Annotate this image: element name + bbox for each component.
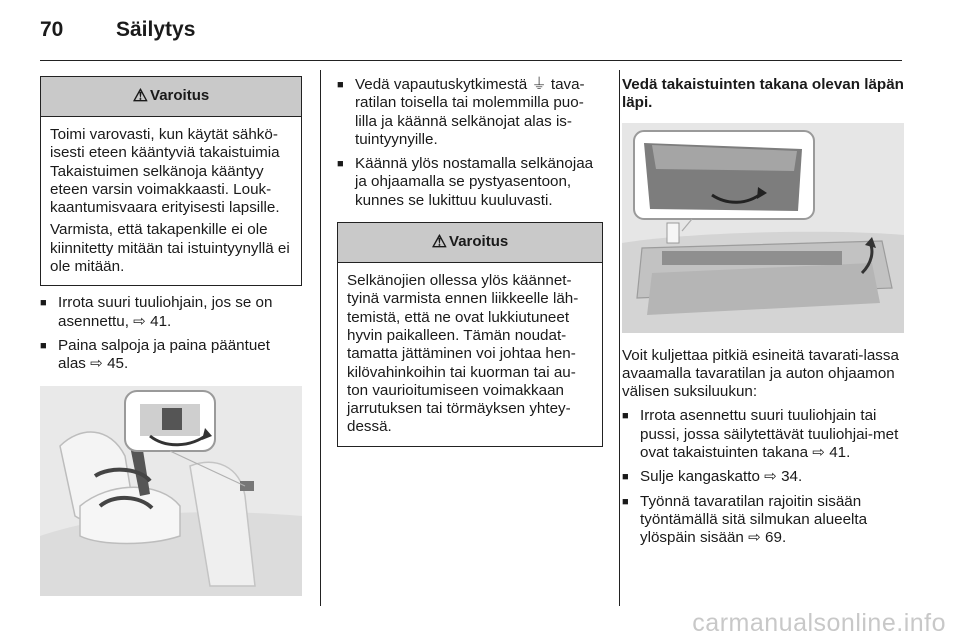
warning-paragraph: Varmista, että takapenkille ei ole kiinnitetty mitään tai istuintyynyllä ei ole mitään. [50, 221, 290, 276]
list-item [622, 407, 904, 462]
page-ref[interactable]: 69. [765, 529, 787, 547]
warning-title: Varoitus [150, 87, 210, 105]
list-item-text: Vedä vapautuskytkimestä ⏚ tava-ratilan toisella tai molemmilla puo-lilla ja käännä selkänojat alas is-tuintyynyille. [355, 76, 585, 148]
list-item-text: Käännä ylös nostamalla selkänojaa ja ohjaamalla se pystyasentoon, kunnes se lukittuu kuuluvasti. [355, 155, 594, 209]
instruction-list [337, 76, 603, 210]
body-paragraph: Voit kuljettaa pitkiä esineitä tavarati-lassa avaamalla tavaratilan ja auton ohjaamon välisen suksiluukun: [622, 346, 899, 401]
page-ref-icon: ⇨ [764, 468, 777, 486]
column-left [40, 76, 302, 596]
page-number: 70 [40, 18, 64, 41]
page-ref[interactable]: 45. [107, 355, 129, 373]
list-item-text: Työnnä tavaratilan rajoitin sisään työntämällä sitä silmukan alueelta ylöspäin sisään [640, 492, 868, 547]
warning-triangle-icon: ⚠ [132, 86, 149, 106]
warning-title: Varoitus [449, 233, 509, 251]
list-item [40, 294, 302, 331]
ski-hatch-drawing [622, 123, 904, 333]
page-ref[interactable]: 41. [829, 444, 851, 462]
watermark: carmanualsonline.info [692, 609, 946, 637]
list-item [622, 468, 904, 486]
warning-box [337, 222, 603, 447]
warning-body [338, 263, 602, 446]
page-header [40, 18, 902, 58]
list-item-text: Irrota asennettu suuri tuuliohjain tai pussi, jossa säilytettävät tuuliohjai-met ovat takaistuinten takana [640, 407, 899, 462]
list-item [337, 155, 603, 210]
page-ref-icon: ⇨ [133, 312, 146, 330]
section-title: Säilytys [116, 18, 196, 41]
list-item [40, 337, 302, 374]
warning-paragraph: Toimi varovasti, kun käytät sähkö-isesti eteen kääntyviä takaistuimia Takaistuimen selkänoja kääntyy eteen varsin voimakkaasti. Louk-kaantumisvaara erityisesti lapsille. [50, 126, 280, 217]
header-rule [40, 60, 902, 61]
warning-header [338, 223, 602, 263]
list-item [622, 493, 904, 548]
page-ref[interactable]: 41. [150, 312, 172, 330]
column-right [622, 76, 904, 548]
list-item-text: Sulje kangaskatto [640, 468, 760, 486]
warning-body [41, 117, 301, 285]
instruction-list [622, 407, 904, 547]
ski-hatch-illustration [622, 123, 904, 333]
page-ref[interactable]: 34. [781, 468, 803, 486]
column-middle [337, 76, 603, 447]
page-ref-icon: ⇨ [748, 529, 761, 547]
warning-box [40, 76, 302, 286]
list-item-text: Paina salpoja ja paina pääntuet alas [58, 336, 270, 373]
seat-release-drawing [40, 386, 302, 596]
seat-release-illustration [40, 386, 302, 596]
list-item-text: Irrota suuri tuuliohjain, jos se on asennettu, [58, 294, 273, 330]
list-item [337, 76, 603, 149]
instruction-list [40, 294, 302, 373]
column-divider [320, 70, 321, 606]
subheading: Vedä takaistuinten takana olevan läpän läpi. [622, 76, 904, 112]
page-ref-icon: ⇨ [812, 444, 825, 462]
warning-triangle-icon: ⚠ [431, 232, 448, 252]
warning-paragraph: Selkänojien ollessa ylös käännet-tyinä varmista ennen liikkeelle läh-temistä, että ne ovat lukkiutuneet hyvin paikalleen. Tämän noudat-tamatta jättäminen voi johtaa hen-kilövahinkoihin tai kuorman tai au-ton vaurioitumiseen voimakkaan jarrutuksen tai törmäyksen yhtey-dessä. [347, 272, 579, 436]
column-divider [619, 70, 620, 606]
page-ref-icon: ⇨ [90, 355, 103, 373]
warning-header [41, 77, 301, 117]
